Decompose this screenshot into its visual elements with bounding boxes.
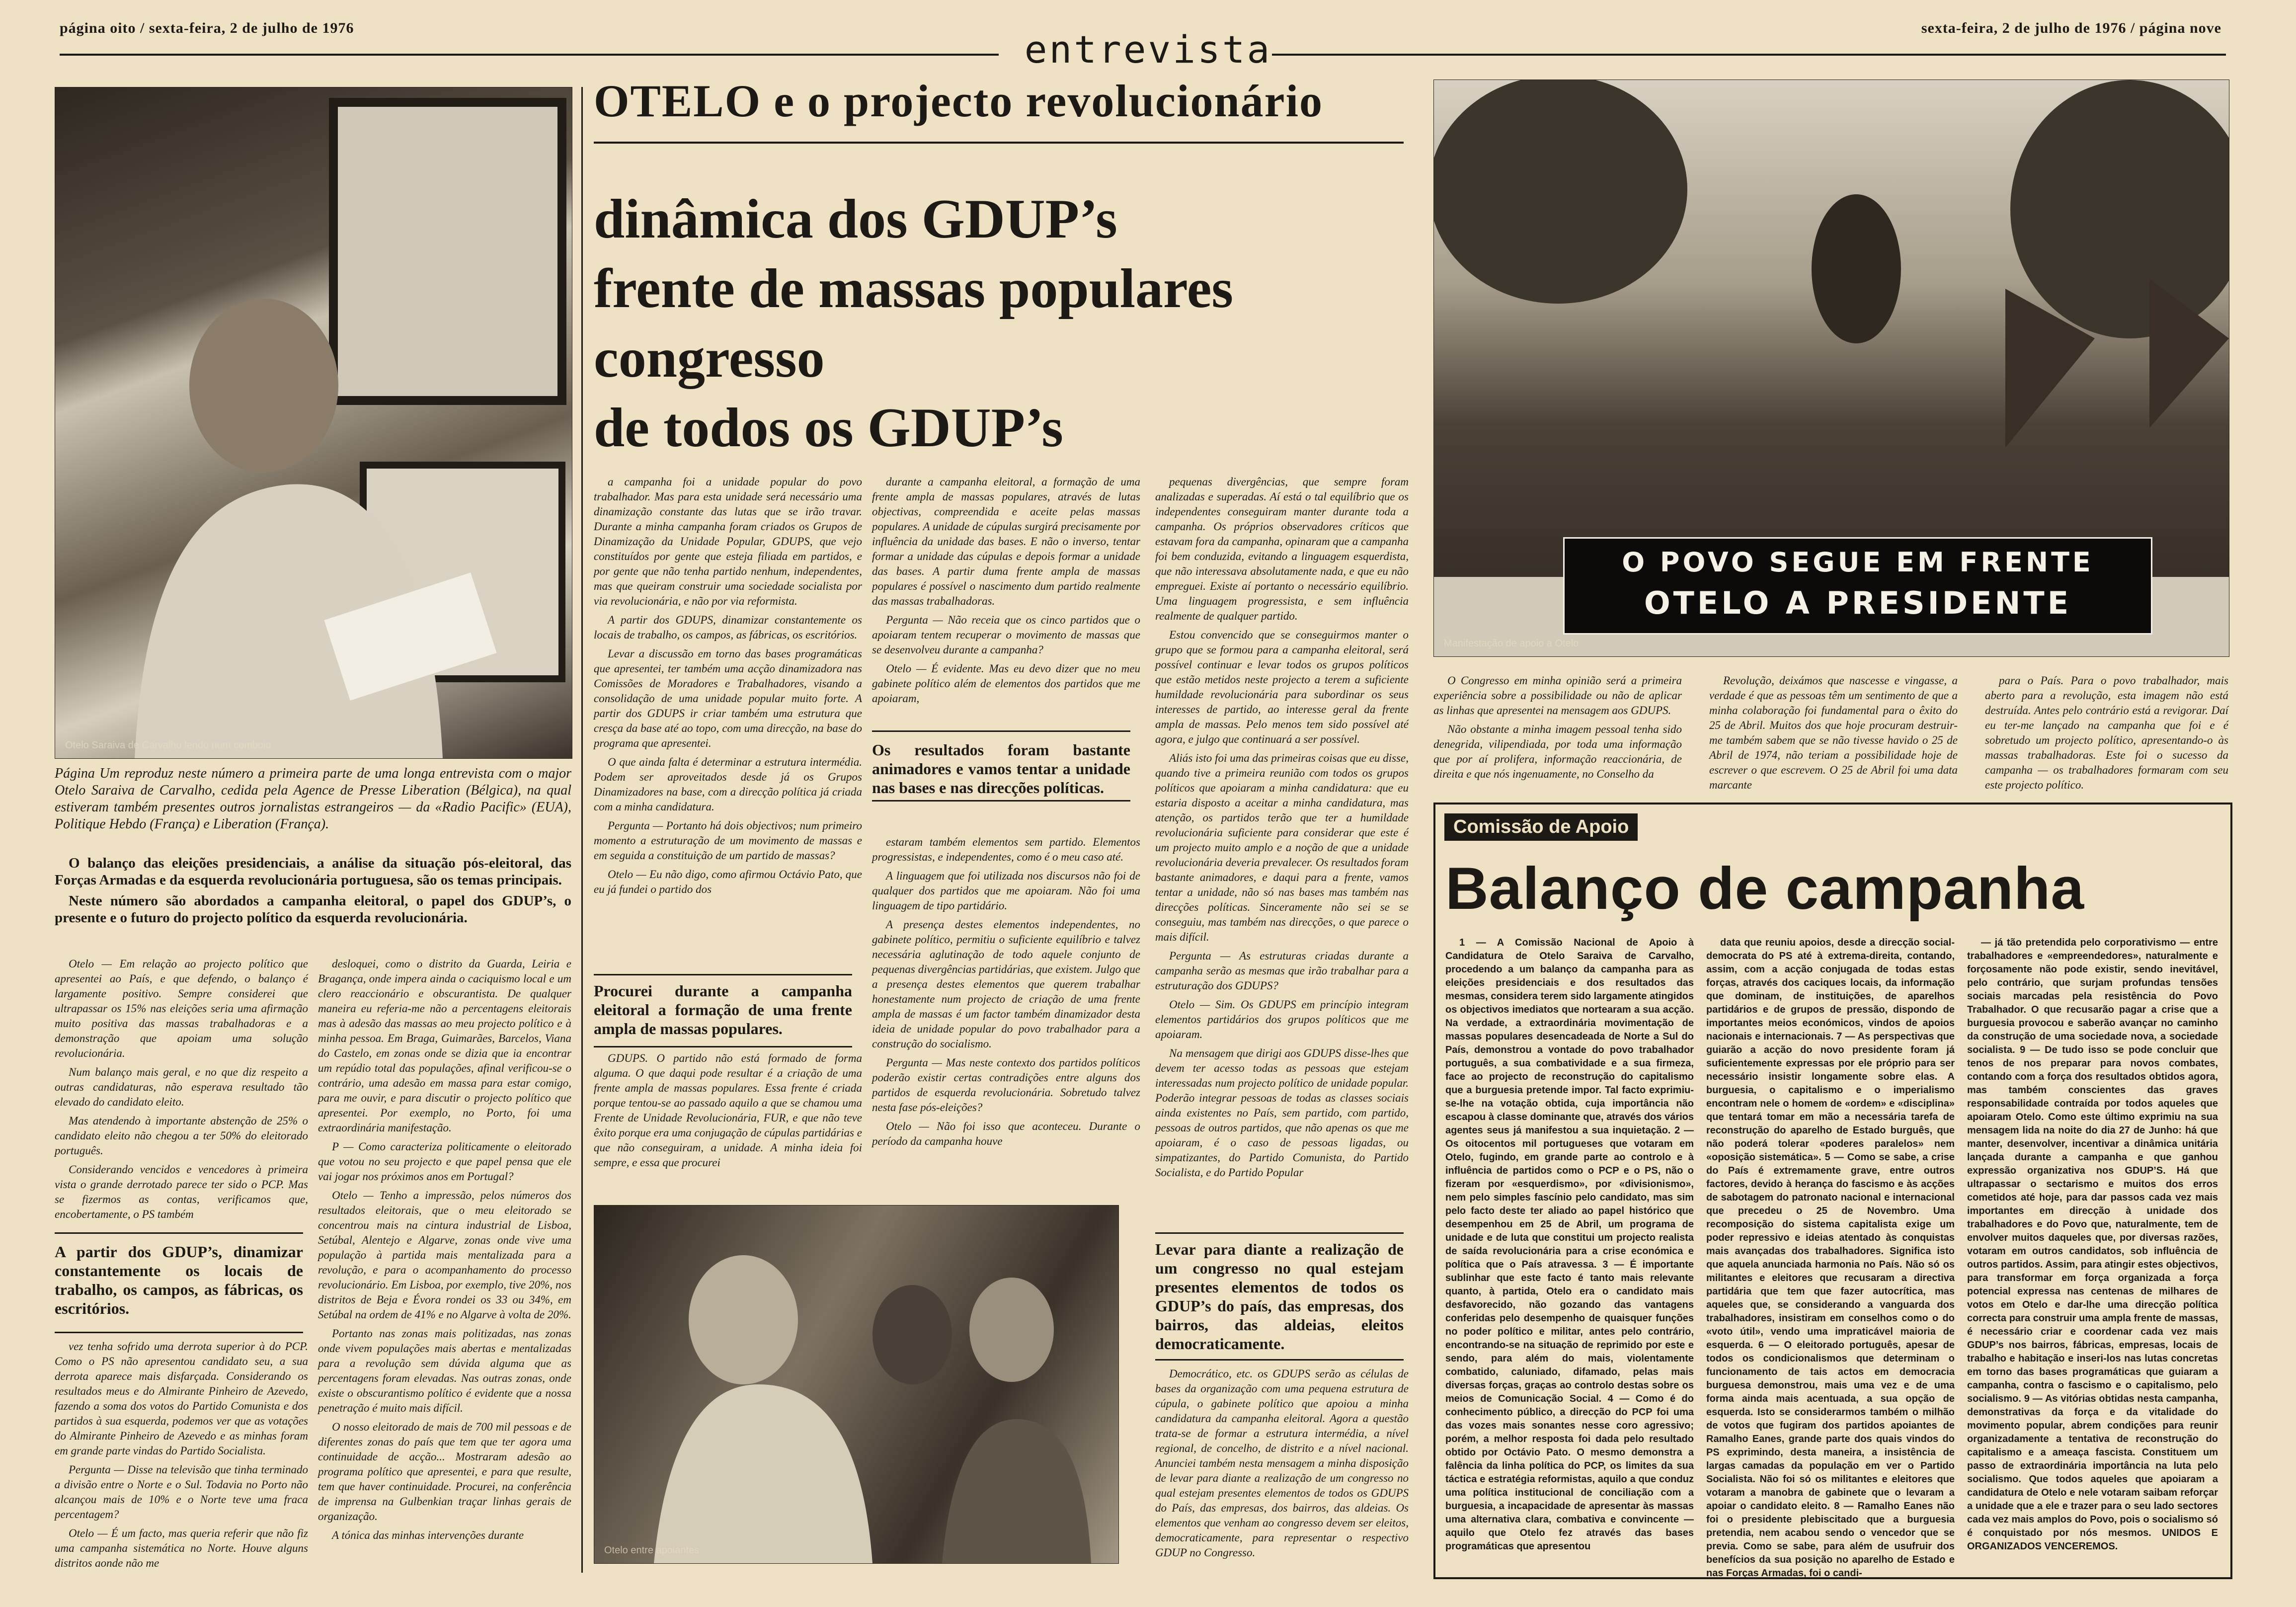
col3-p5: Pergunta — Portanto há dois objectivos; num primeiro momento a estruturação de um movimento de massas e em seguida a constituição de um partido de massas? xyxy=(594,819,862,862)
kicker: OTELO e o projecto revolucionário xyxy=(594,76,1324,126)
col34-p6: Otelo — Não foi isso que aconteceu. Durante o período da campanha houve xyxy=(872,1120,1140,1147)
col1-p6: Pergunta — Disse na televisão que tinha terminado a divisão entre o Norte e o Sul. Todavia no Porto não alcançou mais de 10% e o Norte teve uma fraca percentagem? xyxy=(55,1463,308,1521)
column-2 xyxy=(318,957,571,1547)
col34-p4: A presença destes elementos independentes, no gabinete político, permitiu o suficiente equilíbrio e talvez necessária aglutinação de todo aquele conjunto de pequenas divergências partidárias, que existem. Julgo que a presença destes elementos que querem trabalhar honestamente num projecto de criação de uma frente ampla de massas é um factor também dinamizador desta ideia de unidade popular do povo trabalhador para a construção do socialismo. xyxy=(872,918,1140,1050)
col1-p2: Num balanço mais geral, e no que diz respeito a outras candidaturas, não esperava resultado tão elevado do candidato eleito. xyxy=(55,1066,308,1108)
col1-p3: Mas atendendo à importante abstenção de 25% o candidato eleito não chegou a ter 50% do eleitorado português. xyxy=(55,1115,308,1157)
col1-p1: Otelo — Em relação ao projecto político que apresentei ao País, e que defendo, o balanço é largamente positivo. Sempre considerei que ultrapassar os 15% nas eleições seria uma afirmação muito positiva das massas trabalhadoras e a demonstração que apoiam uma solução revolucionária. xyxy=(55,958,308,1059)
pull-3-rule-top xyxy=(594,974,852,975)
col2-p3: Otelo — Tenho a impressão, pelos números dos resultados eleitorais, que o meu eleitorado se concentrou mais na cintura industrial de Lisboa, Setúbal, Alentejo e Algarve, zonas onde vive uma população à partida mais mentalizada para a revolução, e para o acompanhamento do processo revolucionário. Em Lisboa, por exemplo, tive 20%, nos distritos de Beja e Évora rondei os 33 ou 34%, em Setúbal na ordem de 41% e no Algarve à volta de 20%. xyxy=(318,1189,571,1321)
pull-quote-3: Procurei durante a campanha eleitoral a formação de uma frente ampla de massas populares. xyxy=(594,982,852,1038)
col4-p2: Pergunta — Não receia que os cinco partidos que o apoiaram tentem recuperar o movimento de massas que se desenvolveu durante a campanha? xyxy=(872,614,1140,656)
col3-p4: O que ainda falta é determinar a estrutura intermédia. Podem ser aproveitados desde já os Grupos Dinamizadores na base, com a direcção política já criada com a minha candidatura. xyxy=(594,756,862,813)
page-header-right: sexta-feira, 2 de julho de 1976 / página nove xyxy=(1921,20,2221,36)
page-header-left: página oito / sexta-feira, 2 de julho de 1976 xyxy=(60,20,354,36)
campaign-balance-box xyxy=(1433,803,2232,1579)
headline-line-1: dinâmica dos GDUP’s xyxy=(594,188,1117,250)
col5-p7: Democrático, etc. os GDUPS serão as células de bases da organização com uma pequena estrutura de cúpula, o gabinete político que apoiou a minha candidatura da campanha eleitoral. Agora a questão trata-se de formar a estrutura intermédia, a nível regional, de concelho, de distrito e a nível nacional. Anunciei também nesta mensagem a minha disposição de levar para diante a realização de um congresso no qual estejam presentes elementos de todos os GDUPS do País, das empresas, dos bairros, das aldeias. Os elementos que venham ao congresso devem ser eleitos, democraticamente, para representar o respectivo GDUP no Congresso. xyxy=(1155,1367,1409,1559)
column-3-lower xyxy=(594,1051,862,1174)
pull-quote-5: Levar para diante a realização de um congresso no qual estejam presentes elementos de todos os GDUP’s do país, das empresas, dos bairros, das aldeias, eleitos democraticamente. xyxy=(1155,1240,1404,1353)
col34-p2: estaram também elementos sem partido. Elementos progressistas, e independentes, como é o meu caso até. xyxy=(872,836,1140,863)
col2-p5: O nosso eleitorado de mais de 700 mil pessoas e de diferentes zonas do país que tem que ter agora uma continuidade de acção... Mostraram adesão ao programa político que apresentei, e para que resulte, tem que haver continuidade. Procurei, na conferência de imprensa na Gulbenkian traçar linhas gerais de organização. xyxy=(318,1421,571,1523)
col5-p6: Na mensagem que dirigi aos GDUPS disse-lhes que devem ter acesso todas as pessoas que estejam interessadas num projecto político de unidade popular. Poderão integrar pessoas de todas as classes sociais ainda existentes no País, sem partido, com partido, pessoas de outros partidos, que não apenas os que me apoiaram, é o caso de pessoas ligadas, ou simpatizantes, do Partido Comunista, do Partido Socialista, e do Partido Popular xyxy=(1155,1047,1409,1179)
photo-otelo-crowd xyxy=(594,1205,1119,1564)
col3-p3: Levar a discussão em torno das bases programáticas que apresentei, ter também uma acção dinamizadora nas Comissões de Moradores e Trabalhadores, visando a consolidação de uma unidade popular muito forte. A partir dos GDUPS ir criar também uma estrutura que cresça da base até ao topo, com uma direcção, na base do programa que apresentei. xyxy=(594,647,862,749)
header-rule-right xyxy=(1272,54,2226,56)
col2-p1: deslоquei, como o distrito da Guarda, Leiria e Bragança, onde impera ainda o caciquismo local e um clero reaccionário e obscurantista. De qualquer maneira eu referia-me não a percentagens eleitorais mas à adesão das massas ao meu projecto político e à minha pessoa. Em Braga, Guimarães, Barcelos, Viana do Castelo, em zonas onde se dizia que ia encontrar um repúdio total das populações, afinal verificou-se o contrário, uma adesão em massa para estar comigo, para me ouvir, e para discutir o projecto político que apresentei. Por exemplo, no Porto, foi uma extraordinária manifestação. xyxy=(318,958,571,1134)
pull-1-rule-top xyxy=(55,1232,303,1234)
col4-p1: durante a campanha eleitoral, a formação de uma frente ampla de massas populares, através de lutas objectivas, compreendida e aceite pelas massas populares. A unidade de cúpulas surgirá precisamente por influência da unidade das bases. E não o inverso, tentar formar a unidade das cúpulas e depois formar a unidade das bases. A partir duma frente ampla de massas populares é possível o nascimento dum partido realmente das massas trabalhadoras. xyxy=(872,476,1140,607)
box-tag: Comissão de Apoio xyxy=(1444,813,1638,841)
pull-quote-1: A partir dos GDUP’s, dinamizar constantemente os locais de trabalho, os campos, as fábricas, os escritórios. xyxy=(55,1243,303,1317)
col5-p2: Estou convencido que se conseguirmos manter o grupo que se formou para a campanha eleitoral, será possível continuar e levar todos os grupos políticos que estão metidos neste projecto a terem a suficiente humildade revolucionária para subordinar os seus interesses de partido, ao interesse geral da frente ampla de massas. Pelo menos tem sido possível até agora, e julgo que continuará a ser possível. xyxy=(1155,629,1409,745)
pull-4-rule-top xyxy=(872,730,1130,732)
column-divider-center xyxy=(581,87,583,1573)
photo-rally-alt: Manifestação de apoio a Otelo xyxy=(1444,638,1579,649)
right-column-c xyxy=(1985,673,2228,797)
intro-caption: Página Um reproduz neste número a primeira parte de uma longa entrevista com o major Otelo Saraiva de Carvalho, cedida pela Agence de Presse Liberation (Bélgica), na qual estiveram também presentes outros jornalistas estrangeiros — da «Radio Pacific» (EUA), Politique Hebdo (França) e Liberation (França). xyxy=(55,766,571,832)
intro-lead-2: Neste número são abordados a campanha eleitoral, o papel dos GDUP’s, o presente e o futuro do projecto político da esquerda revolucionária. xyxy=(55,893,571,926)
box-column-1 xyxy=(1445,936,1694,1557)
right-column-b xyxy=(1709,673,1958,797)
pull-4-rule-bottom xyxy=(872,800,1130,802)
pull-5-rule-bottom xyxy=(1155,1359,1404,1361)
right-a-p1: O Congresso em minha opinião será a primeira experiência sobre a possibilidade ou não de aplicar as linhas que apresentei na mensagem aos GDUPS. xyxy=(1433,674,1682,717)
col1-p7: Otelo — É um facto, mas queria referir que não fiz uma campanha sistemática no Norte. Houve alguns distritos aonde não me xyxy=(55,1527,308,1569)
headline-line-3: congresso xyxy=(594,327,825,389)
rally-banner xyxy=(1563,537,2152,635)
col5-p1: pequenas divergências, que sempre foram analizadas e superadas. Aí está o tal equilíbrio que os independentes conseguiram manter durante toda a campanha. Os próprios observadores críticos que estavam fora da campanha, opinaram que a campanha foi bem conduzida, evitando a linguagem esquerdista, que não interessava absolutamente nada, e que eu não empreguei. Existe aí portanto o necessário equilíbrio. Uma linguagem progressista, e sem influência realmente de qualquer partido. xyxy=(1155,476,1409,622)
col4-p3: Otelo — É evidente. Mas eu devo dizer que no meu gabinete político além de elementos dos partidos que me apoiaram, xyxy=(872,662,1140,705)
col5-p4: Pergunta — As estruturas criadas durante a campanha serão as mesmas que irão trabalhar para a estruturação dos GDUPS? xyxy=(1155,950,1409,992)
crowd-scene-graphic xyxy=(594,1205,1118,1563)
box-title: Balanço de campanha xyxy=(1445,855,2085,922)
box-column-2 xyxy=(1706,936,1955,1584)
photo-train-alt: Otelo Saraiva de Carvalho lendo num comboio xyxy=(65,740,271,751)
right-a-p2: Não obstante a minha imagem pessoal tenha sido denegrida, vilipendiada, por toda uma informação que por aí prolifera, informação reaccionária, de direita e que nós ingenuamente, no Conselho da xyxy=(1433,723,1682,780)
col1-p5: vez tenha sofrido uma derrota superior à do PCP. Como o PS não apresentou candidato seu, a sua derrota aparece mais disfarçada. Considerando os resultados meus e do Almirante Pinheiro de Azevedo, fazendo a soma dos votos do Partido Comunista e dos partidos à sua esquerda, podemos ver que as votações do Almirante Pinheiro de Azevedo e as minhas foram em grande parte vindas do Partido Socialista. xyxy=(55,1340,308,1457)
col34-p1: GDUPS. O partido não está formado de forma alguma. O que daqui pode resultar é a criação de uma frente ampla de massas populares. Essa frente é criada porque tentou-se ao passado aquilo a que se chamou uma Frente de Unidade Revolucionária, FUR, e que não teve êxito porque era uma conjugação de cúpulas partidárias e que não conseguiram, a unidade. A minha ideia foi sempre, e essa que procurei xyxy=(594,1052,862,1169)
col5-p3: Aliás isto foi uma das primeiras coisas que eu disse, quando tive a primeira reunião com todos os grupos políticos que apoiaram a minha candidatura: que eu estaria disposto a aceitar a minha candidatura, mas atenção, os partidos terão que ter a humildade revolucionária suficiente para considerar que este é um projecto muito amplo e a noção de que a unidade revolucionária deveria prevalecer. Os resultados foram bastante animadores, e daqui para a frente, vamos tentar a unidade, não só nas bases mas também nas direcções políticas. Sinceramente não sei se se conseguiu, mas também nas direcções, o que parece o mais difícil. xyxy=(1155,752,1409,943)
pull-1-rule-bottom xyxy=(55,1332,303,1333)
pull-quote-4: Os resultados foram bastante animadores e vamos tentar a unidade nas bases e nas direcções políticas. xyxy=(872,741,1130,797)
column-4-lower xyxy=(872,835,1140,1153)
headline-line-2: frente de massas populares xyxy=(594,258,1234,320)
pull-3-rule-bottom xyxy=(594,1046,852,1047)
rally-banner-bottom: OTELO A PRESIDENTE xyxy=(1644,585,2072,621)
column-1-bottom xyxy=(55,1339,308,1575)
col2-p4: Portanto nas zonas mais politizadas, nas zonas onde vivem populações mais abertas e mentalizadas para a revolução sem dúvida alguma que as percentagens foram elevadas. Nas outras zonas, onde existe o obscurantismo político é evidente que a nossa penetração é muito mais difícil. xyxy=(318,1327,571,1414)
photo-crowd-alt: Otelo entre apoiantes xyxy=(604,1545,700,1556)
col3-p2: A partir dos GDUPS, dinamizar constantemente os locais de trabalho, os campos, as fábricas, os escritórios. xyxy=(594,614,862,641)
col2-p2: P — Como caracteriza politicamente o eleitorado que votou no seu projecto e que papel pensa que ele vai jogar nos próximos anos em Portugal? xyxy=(318,1140,571,1183)
photo-rally xyxy=(1433,80,2229,657)
header-rule-left xyxy=(60,54,999,56)
train-scene-graphic xyxy=(55,87,572,758)
right-c-p1: para o País. Para o povo trabalhador, mais aberto para a revolução, esta imagem não está destruída. Antes pelo contrário está a revigorar. Daí eu ter-me lançado na campanha que foi e é sobretudo um projecto político, apresentando-o às massas trabalhadoras. Este foi o sucesso da campanha — os trabalhadores formaram com seu este projecto político. xyxy=(1985,674,2228,791)
col3-p1: a campanha foi a unidade popular do povo trabalhador. Mas para esta unidade será necessário uma dinamização constante das lutas que se irão travar. Durante a minha campanha foram criados os Grupos de Dinamização da Unidade Popular, GDUPS, que vejo constituídos por gente que esteja filiada em partidos, e por gente que não tenha partido nenhum, independentes, mas que queiram construir uma sociedade socialista por via revolucionária, e não por via reformista. xyxy=(594,476,862,607)
col5-p5: Otelo — Sim. Os GDUPS em princípio integram elementos partidários dos grupos políticos que me apoiaram. xyxy=(1155,998,1409,1041)
column-3 xyxy=(594,475,862,901)
column-1-top xyxy=(55,957,308,1226)
kicker-rule xyxy=(594,142,1404,144)
col3-p6: Otelo — Eu não digo, como afirmou Octávio Pato, que eu já fundei o partido dos xyxy=(594,868,862,895)
photo-otelo-train xyxy=(55,87,572,759)
column-5-lower xyxy=(1155,1366,1409,1564)
col34-p3: A linguagem que foi utilizada nos discursos não foi de qualquer dos partidos que me apoiaram. Não foi uma linguagem de tipo partidário. xyxy=(872,870,1140,912)
pull-5-rule-top xyxy=(1155,1232,1404,1234)
section-title: entrevista xyxy=(1024,27,1272,72)
box-column-3 xyxy=(1967,936,2218,1557)
intro-lead xyxy=(55,855,571,930)
headline-line-4: de todos os GDUP’s xyxy=(594,397,1063,459)
box-c3: — já tão pretendida pelo corporativismo — entre trabalhadores e «empreendedores», naturalmente e forçosamente não pode existir, sendo inevitável, pelo contrário, que surjam profundas tensões sociais marcadas pela resistência do Povo Trabalhador. O que recusarão pagar a crise que a burguesia provocou e saberão avançar no caminho da construção de uma sociedade nova, a sociedade socialista. 9 — De tudo isso se pode concluir que tenos de nos preparar para novos combates, contando com a força dos resultados obtidos agora, mas também conscientes das graves responsabilidade contraída por todos aqueles que apoiaram Otelo. Como este último exprimiu na sua mensagem lida na noite do dia 27 de Junho: há que manter, desenvolver, incentivar a dinâmica unitária lançada durante a campanha e que ganhou expressão organizativa nos GDUP’S. Há que ultrapassar o sectarismo e muitos dos erros cometidos até hoje, para dar passos cada vez mais importantes em direcção à unidade dos trabalhadores e do Povo que, naturalmente, tem de envolver muitos daqueles que, por diversas razões, votaram em outros candidatos, sob influência de outros partidos. Assim, para atingir estes objectivos, para transformar em força organizada a força potencial expressa nas centenas de milhares de votos em Otelo e dar-lhe uma direcção política correcta para construir uma ampla frente de massas, é necessário criar e coordenar cada vez mais GDUP’s nos bairros, fábricas, empresas, locais de trabalho e habitação e inseri-los nas lutas concretas em torno das bases programáticas que guiaram a campanha, contra o fascismo e o capitalismo, pelo socialismo. 9 — As vitórias obtidas nesta campanha, demonstrativas da força e da vitalidade do movimento popular, abrem condições para reunir organizadamente a tentativa de reconstrução do capitalismo e a ameaça fascista. Constituem um passo de extraordinária importância na luta pelo socialismo. Que todos aqueles que apoiaram a candidatura de Otelo e nele votaram saibam reforçar a unidade que a ele e trazer para o seu lado sectores cada vez mais amplos do Povo, pois o socialismo só é conquistado por nós mesmos. UNIDOS E ORGANIZADOS VENCEREMOS. xyxy=(1967,937,2218,1552)
column-5 xyxy=(1155,475,1409,1184)
intro-lead-1: O balanço das eleições presidenciais, a análise da situação pós-eleitoral, das Forças Armadas e da esquerda revolucionária portuguesa, são os temas principais. xyxy=(55,855,571,888)
right-column-a xyxy=(1433,673,1682,786)
column-4 xyxy=(872,475,1140,710)
col2-p6: A tónica das minhas intervenções durante xyxy=(332,1529,524,1541)
rally-banner-top: O POVO SEGUE EM FRENTE xyxy=(1622,547,2094,578)
col34-p5: Pergunta — Mas neste contexto dos partidos políticos poderão existir certas contradições entre alguns dos partidos de esquerda revolucionária. Sobretudo talvez nesta fase pós-eleições? xyxy=(872,1056,1140,1114)
right-b-p1: Revolução, deixámos que nascesse e vingasse, a verdade é que as pessoas têm um sentimento de que a minha colaboração foi fundamental para o êxito do 25 de Abril. Muitos dos que hoje procuram destruir-me também sabem que se não tivesse havido o 25 de Abril de 1974, não teriam a possibilidade hoje de escrever o que escrevem. O 25 de Abril foi uma data marcante xyxy=(1709,674,1958,791)
box-c1: 1 — A Comissão Nacional de Apoio à Candidatura de Otelo Saraiva de Carvalho, procedendo a um balanço da campanha para as eleições presidenciais e dos resultados das mesmas, considera terem sido largamente atingidos os objectivos imediatos que nortearam a sua acção. Na verdade, a extraordinária movimentação de massas populares desencadeada de Norte a Sul do País, demonstrou a vontade do povo trabalhador português, a sua combatividade e a sua firmeza, face ao projecto de reconstrução do capitalismo que a burguesia pretende impor. Tal facto exprimiu-se-lhe na votação obtida, cuja importância não escapou à classe dominante que, através dos vários agentes seus já manifestou a sua inquietação. 2 — Os oitocentos mil portugueses que votaram em Otelo, fugindo, em grande parte ao controlo e à influência de partidos como o PCP e o PS, não o fizeram por «esquerdismo», por «divisionismo», nem pelo simples fascínio pelo candidato, mas sim pelo facto deste ter aliado ao papel histórico que desempenhou em 25 de Abril, um programa de unidade e de luta que constitui um projecto realista de saída revolucionária para a crise económica e política que o País atravessa. 3 — É importante sublinhar que este facto é tanto mais relevante quanto, à partida, Otelo era o candidato mais desfavorecido, não gozando das vantagens conferidas pelo desempenho de quaisquer funções no poder político e militar, antes pelo contrário, encontrando-se na situação de reprimido por este e sendo, para além do mais, violentamente combatido, caluniado, difamado, pelas mais diversas forças, graças ao controlo destas sobre os meios de Comunicação Social. 4 — Como é do conhecimento público, a direcção do PCP foi uma das vozes mais sonantes nesse coro agressivo; porém, a melhor resposta foi dada pelo resultado obtido por Octávio Pato. O mesmo demonstra a falência da linha política do PCP, os limites da sua táctica e estratégia reformistas, aquilo a que conduz uma política institucional de conciliação com a burguesia, a incapacidade de apresentar às massas uma alternativa clara, combativa e convincente — aquilo que Otelo fez através das bases programáticas que apresentou xyxy=(1445,937,1694,1552)
col1-p4: Considerando vencidos e vencedores à primeira vista o grande derrotado parece ter sido o PCP. Mas se fizermos as contas, verificamos que, encobertamente, o PS também xyxy=(55,1163,308,1220)
box-c2: data que reuniu apoios, desde a direcção social-democrata do PS até à extrema-direita, contando, assim, com a acção conjugada de todas estas forças, através dos caciques locais, da informação que dominam, de instituições, de aparelhos partidários e de grupos de pressão, dispondo de importantes meios económicos, vindos de apoios nacionais e internacionais. 7 — As perspectivas que guiarão a acção do novo presidente foram já suficientemente expressas por ele próprio para ser necessário insistir longamente sobre elas. A burguesia, o capitalismo e o imperialismo encontram nele o homem de «ordem» e «disciplina» que tentará tomar em mão a necessária tarefa de reconstrução do aparelho de Estado burguês, que não poderá tolerar «poderes paralelos» nem «oposição sistemática». 5 — Como se sabe, a crise do País é extremamente grave, entre outros factores, devido à herança do fascismo e às acções de sabotagem do patronato nacional e internacional que precedeu o 25 de Novembro. Uma recomposição do sistema capitalista exige um poder repressivo e ideias atentado às conquistas mais avançadas dos trabalhadores. Significa isto que aquela anunciada harmonia no País. Não só os militantes e eleitores que recusaram a directiva partidária que tem que fazer autocrítica, mas aqueles que, se considerando a vanguarda dos trabalhadores, insistiram em conselhos como o do «voto útil», vendo uma impraticável maioria de esquerda. 6 — O eleitorado português, apesar de todos os condicionalismos que determinam o funcionamento de tais actos em democracia burguesa demonstrou, mais uma vez e de uma forma ainda mais acentuada, a sua opção de esquerda. Isto se considerarmos também o milhão de votos que fugiram dos partidos apoiantes de Ramalho Eanes, grande parte dos quais vindos do PS exprimindo, desta maneira, a insistência de largas camadas da população em ver o Partido Socialista. Não foi só os militantes e eleitores que votaram a manobra de gabinete que o levaram a apoiar o candidato eleito. 8 — Ramalho Eanes não foi o presidente plebiscitado que a burguesia pretendia, nem acabou sendo o vencedor que se previa. Como se sabe, para além de usufruir dos benefícios da sua posição no aparelho de Estado e nas Forças Armadas, foi o candi- xyxy=(1706,937,1955,1579)
